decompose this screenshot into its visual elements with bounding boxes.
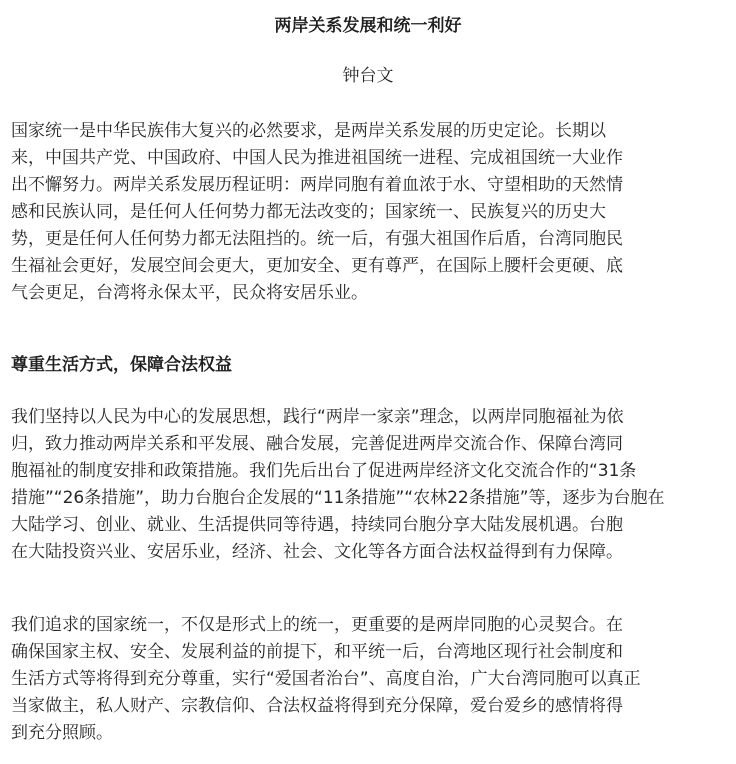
paragraph-1 [11,118,727,307]
paragraph-2 [11,404,727,566]
paragraph-3 [11,612,727,747]
paragraph-line: 来，中国共产党、中国政府、中国人民为推进祖国统一进程、完成祖国统一大业作 [11,148,623,168]
paragraph-line: 我们坚持以人民为中心的发展思想，践行“两岸一家亲”理念，以两岸同胞福祉为依 [11,407,624,427]
paragraph-line: 胞福祉的制度安排和政策措施。我们先后出台了促进两岸经济文化交流合作的“31条 [11,461,637,481]
paragraph-line: 势，更是任何人任何势力都无法阻挡的。统一后，有强大祖国作后盾，台湾同胞民 [11,229,623,249]
paragraph-line: 生活方式等将得到充分尊重，实行“爱国者治台”、高度自治，广大台湾同胞可以真正 [11,669,641,689]
paragraph-line: 当家做主，私人财产、宗教信仰、合法权益将得到充分保障，爱台爱乡的感情将得 [11,696,623,716]
paragraph-line: 措施”“26条措施”，助力台胞台企发展的“11条措施”“农林22条措施”等，逐步为台胞在 [11,488,665,508]
paragraph-line: 气会更足，台湾将永保太平，民众将安居乐业。 [11,283,368,303]
article-author: 钟台文 [342,66,394,86]
paragraph-line: 国家统一是中华民族伟大复兴的必然要求，是两岸关系发展的历史定论。长期以 [11,121,606,141]
paragraph-line: 生福祉会更好，发展空间会更大，更加安全、更有尊严，在国际上腰杆会更硬、底 [11,256,623,276]
paragraph-line: 出不懈努力。两岸关系发展历程证明：两岸同胞有着血浓于水、守望相助的天然情 [11,175,623,195]
paragraph-line: 大陆学习、创业、就业、生活提供同等待遇，持续同台胞分享大陆发展机遇。台胞 [11,515,623,535]
paragraph-line: 我们追求的国家统一，不仅是形式上的统一，更重要的是两岸同胞的心灵契合。在 [11,615,623,635]
paragraph-line: 到充分照顾。 [11,723,113,743]
article-title: 两岸关系发展和统一利好 [274,16,462,36]
paragraph-line: 确保国家主权、安全、发展利益的前提下，和平统一后，台湾地区现行社会制度和 [11,642,623,662]
paragraph-line: 在大陆投资兴业、安居乐业，经济、社会、文化等各方面合法权益得到有力保障。 [11,542,623,562]
section-heading: 尊重生活方式，保障合法权益 [11,355,232,375]
paragraph-line: 感和民族认同，是任何人任何势力都无法改变的；国家统一、民族复兴的历史大 [11,202,606,222]
paragraph-line: 归，致力推动两岸关系和平发展、融合发展，完善促进两岸交流合作、保障台湾同 [11,434,623,454]
